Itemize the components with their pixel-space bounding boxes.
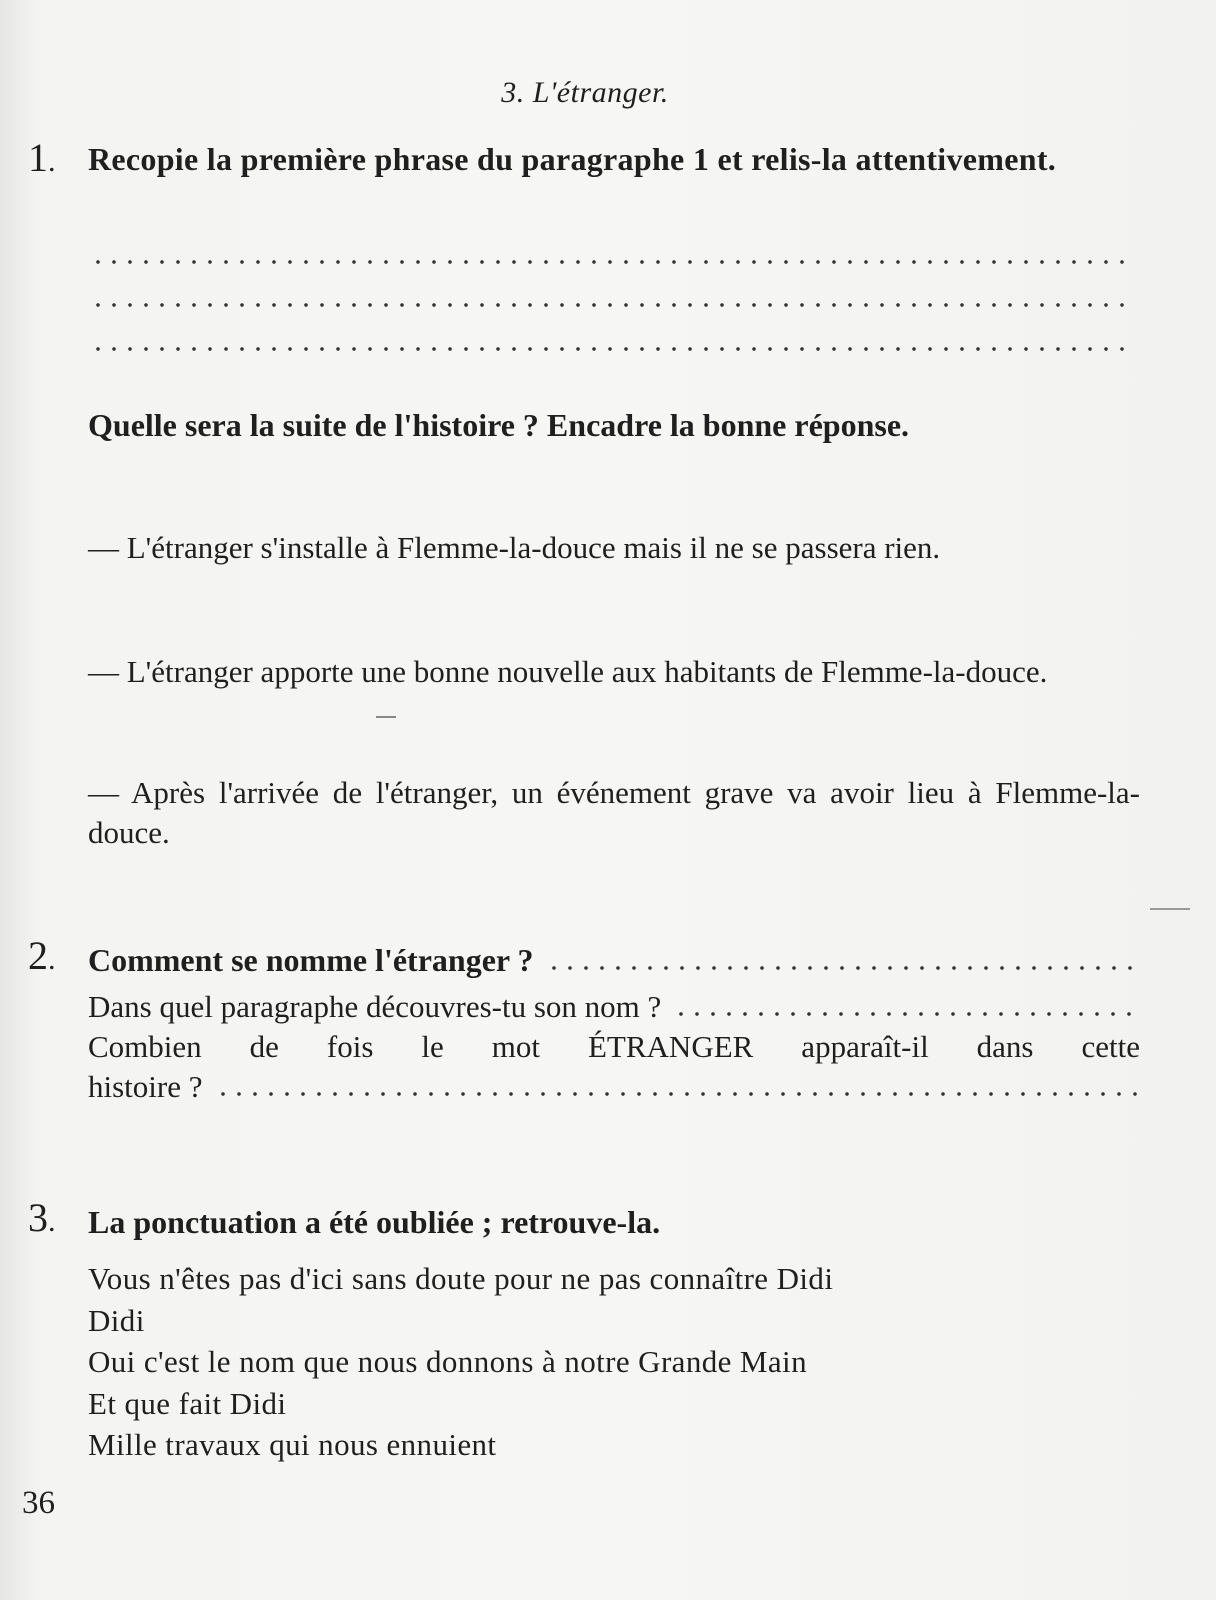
question-2-content: [88, 940, 1140, 1107]
question-2-sub2-row: [88, 1067, 1140, 1107]
question-3-number: 3.: [28, 1195, 56, 1240]
option-2[interactable]: — L'étranger apporte une bonne nouvelle aux habitants de Flemme-la-douce.: [88, 654, 1048, 689]
pen-mark: [376, 716, 396, 718]
question-2-sub1-row: [88, 987, 1140, 1027]
question-2-prompt: Comment se nomme l'étranger ?: [88, 942, 534, 978]
dialogue-line: Oui c'est le nom que nous donnons à notre Grande Main: [88, 1344, 807, 1379]
pen-mark: [1150, 908, 1190, 910]
answer-dots-count[interactable]: [215, 1091, 1141, 1097]
question-3-text: [88, 1258, 1140, 1466]
question-1-number: 1.: [28, 135, 56, 180]
question-2-sub2-line2: histoire ?: [88, 1069, 203, 1104]
answer-line-1[interactable]: [90, 258, 1130, 266]
answer-dots-name[interactable]: [546, 965, 1140, 971]
option-3[interactable]: — Après l'arrivée de l'étranger, un événement grave va avoir lieu à Flemme-la-douce.: [88, 775, 1140, 850]
question-2-prompt-row: [88, 940, 1140, 980]
dialogue-line: Vous n'êtes pas d'ici sans doute pour ne pas connaître Didi: [88, 1261, 834, 1296]
dialogue-line: Mille travaux qui nous ennuient: [88, 1427, 497, 1462]
dialogue-line: Didi: [88, 1302, 145, 1338]
question-2-number: 2.: [28, 933, 56, 978]
question-2-sub1: Dans quel paragraphe découvres-tu son nom ?: [88, 989, 662, 1024]
answer-line-3[interactable]: [90, 345, 1130, 353]
question-2-sub2-line1: Combien de fois le mot ÉTRANGER apparaît-il dans cette: [88, 1029, 1140, 1064]
answer-dots-paragraph[interactable]: [673, 1011, 1140, 1017]
question-1-prompt: Recopie la première phrase du paragraphe 1 et relis-la attentivement.: [88, 141, 1057, 177]
page-number: 36: [22, 1485, 55, 1521]
answer-line-2[interactable]: [90, 301, 1130, 309]
dialogue-line: Et que fait Didi: [88, 1385, 287, 1421]
question-1-followup: Quelle sera la suite de l'histoire ? Encadre la bonne réponse.: [88, 407, 910, 443]
option-1[interactable]: — L'étranger s'installe à Flemme-la-douce mais il ne se passera rien.: [88, 530, 941, 565]
running-title: 3. L'étranger.: [501, 76, 669, 109]
question-3-prompt: La ponctuation a été oubliée ; retrouve-la.: [88, 1204, 661, 1240]
